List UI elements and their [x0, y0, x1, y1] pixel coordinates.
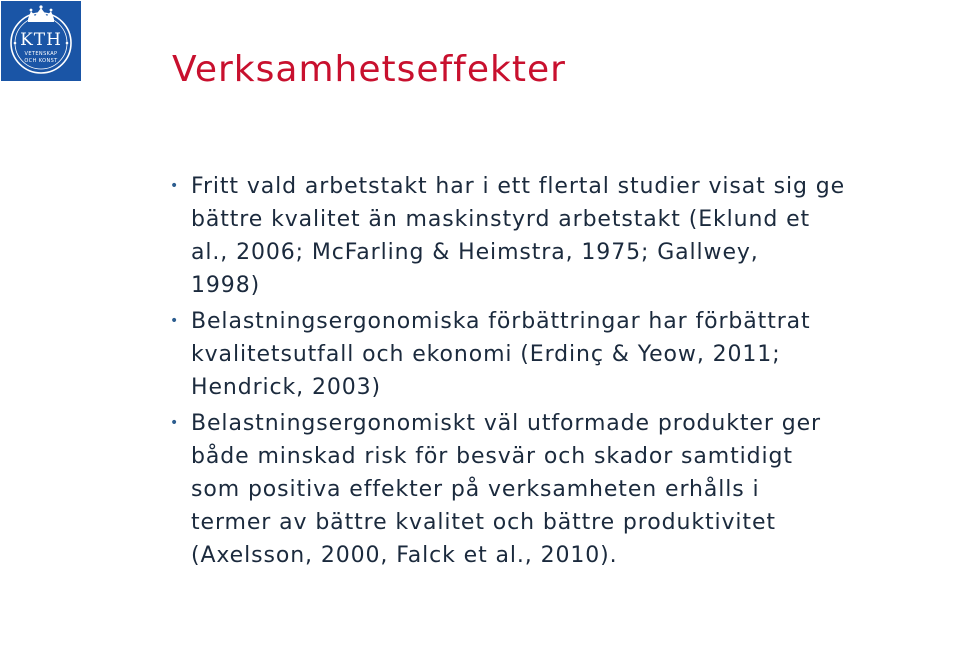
bullet-line: Fritt vald arbetstakt har i ett flertal studier visat sig ge	[191, 174, 846, 199]
bullet-item	[170, 305, 940, 404]
bullet-item	[170, 407, 940, 572]
bullet-line: 1998)	[191, 273, 261, 298]
bullet-item	[170, 170, 940, 302]
bullet-line: termer av bättre kvalitet och bättre produktivitet	[191, 510, 776, 535]
slide-title: Verksamhetseffekter	[172, 49, 566, 90]
bullet-line: (Axelsson, 2000, Falck et al., 2010).	[191, 543, 618, 568]
logo-motto	[1, 51, 81, 65]
bullet-line: Hendrick, 2003)	[191, 375, 382, 400]
kth-logo	[1, 1, 81, 81]
logo-motto-line: OCH KONST	[24, 58, 58, 64]
bullet-dot-icon: •	[170, 415, 180, 431]
bullet-line: Belastningsergonomiskt väl utformade produkter ger	[191, 411, 821, 436]
bullet-dot-icon: •	[170, 313, 180, 329]
bullet-dot-icon: •	[170, 178, 180, 194]
bullet-line: al., 2006; McFarling & Heimstra, 1975; Gallwey,	[191, 240, 759, 265]
logo-wordmark: KTH	[20, 30, 62, 50]
bullet-line: kvalitetsutfall och ekonomi (Erdinç & Yeow, 2011;	[191, 342, 781, 367]
bullet-line: Belastningsergonomiska förbättringar har förbättrat	[191, 309, 811, 334]
bullet-line: som positiva effekter på verksamheten erhålls i	[191, 477, 760, 502]
logo-motto-line: VETENSKAP	[24, 51, 58, 57]
bullet-line: bättre kvalitet än maskinstyrd arbetstakt (Eklund et	[191, 207, 811, 232]
bullet-list	[170, 170, 940, 572]
bullet-line: både minskad risk för besvär och skador samtidigt	[191, 444, 793, 469]
